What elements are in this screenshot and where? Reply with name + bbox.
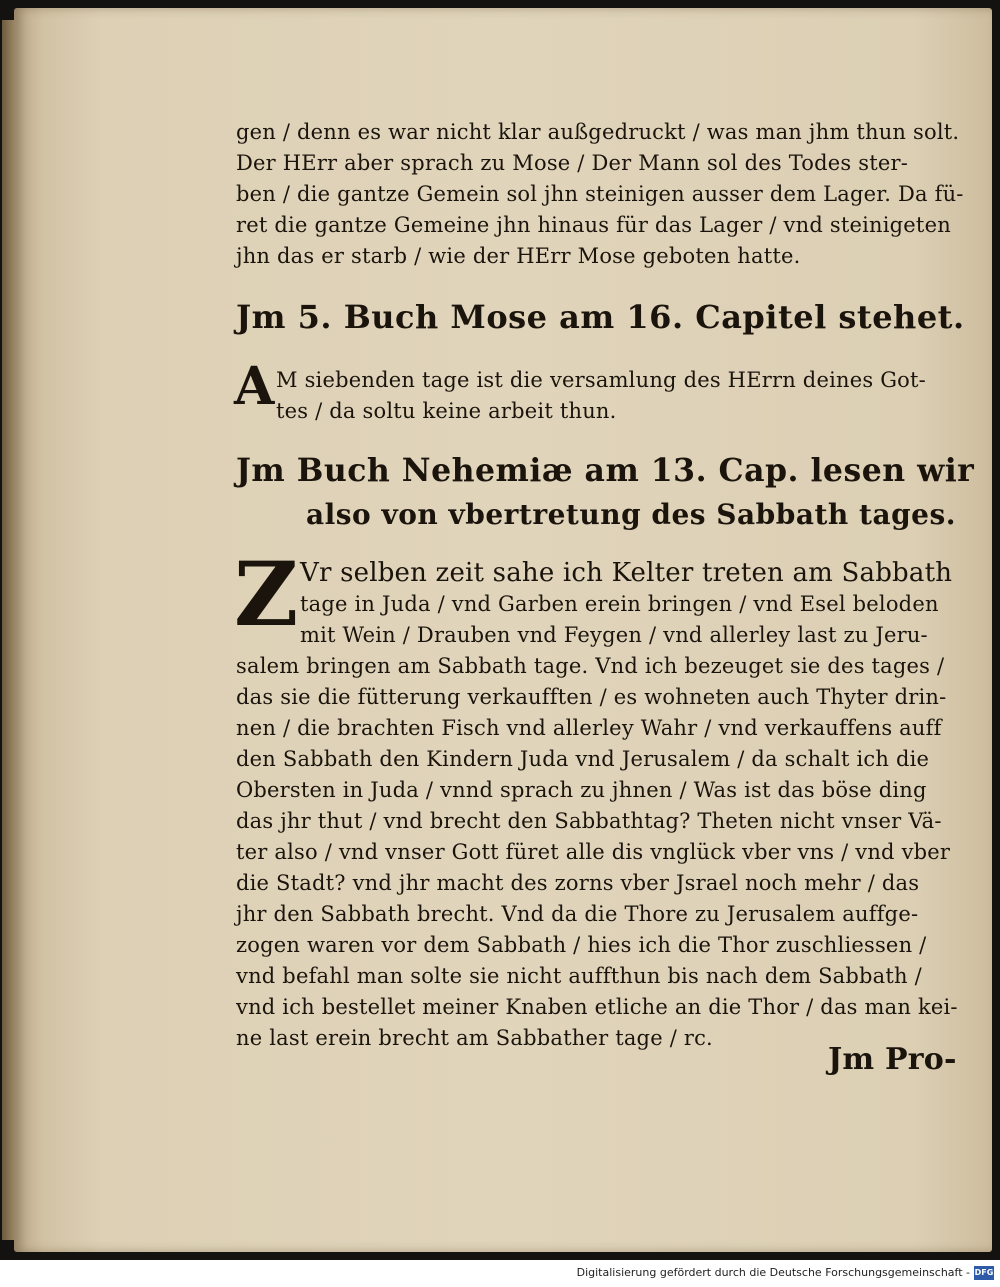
text-line: vnd ich bestellet meiner Knaben etliche an die Thor / das man kei- [236, 995, 958, 1019]
text-line: gen / denn es war nicht klar außgedruckt / was man jhm thun solt. [236, 120, 960, 144]
text-line: ben / die gantze Gemein sol jhn steinigen ausser dem Lager. Da fü- [236, 182, 964, 206]
text-line: ter also / vnd vnser Gott füret alle dis vnglück vber vns / vnd vber [236, 840, 951, 864]
footer-credit: Digitalisierung gefördert durch die Deutsche Forschungsgemeinschaft - [576, 1266, 970, 1279]
section-heading: Jm 5. Buch Mose am 16. Capitel stehet. [236, 298, 965, 336]
text-line: ret die gantze Gemeine jhn hinaus für das Lager / vnd steinigeten [236, 213, 951, 237]
text-line: mit Wein / Drauben vnd Feygen / vnd allerley last zu Jeru- [300, 623, 928, 647]
text-line: die Stadt? vnd jhr macht des zorns vber Jsrael noch mehr / das [236, 871, 920, 895]
book-page [14, 8, 992, 1252]
text-line: das jhr thut / vnd brecht den Sabbathtag? Theten nicht vnser Vä- [236, 809, 942, 833]
initial-letter: Z [234, 542, 299, 646]
page-text [14, 8, 992, 1252]
text-line: M siebenden tage ist die versamlung des HErrn deines Got- [276, 368, 926, 392]
text-line: ne last erein brecht am Sabbather tage / rc. [236, 1026, 713, 1050]
text-line: jhn das er starb / wie der HErr Mose geboten hatte. [236, 244, 801, 268]
text-line: Der HErr aber sprach zu Mose / Der Mann sol des Todes ster- [236, 151, 909, 175]
digitization-footer [0, 1260, 1000, 1287]
catchword: Jm Pro- [828, 1042, 957, 1077]
text-line: tage in Juda / vnd Garben erein bringen / vnd Esel beloden [300, 592, 939, 616]
text-line: Obersten in Juda / vnnd sprach zu jhnen / Was ist das böse ding [236, 778, 927, 802]
section-subheading: also von vbertretung des Sabbath tages. [306, 498, 956, 531]
initial-letter: A [234, 356, 275, 417]
text-line: nen / die brachten Fisch vnd allerley Wahr / vnd verkauffens auff [236, 716, 942, 740]
text-line: jhr den Sabbath brecht. Vnd da die Thore zu Jerusalem auffge- [236, 902, 919, 926]
text-line: zogen waren vor dem Sabbath / hies ich die Thor zuschliessen / [236, 933, 927, 957]
text-line: tes / da soltu keine arbeit thun. [276, 399, 617, 423]
text-line: Vr selben zeit sahe ich Kelter treten am Sabbath [300, 558, 953, 588]
page-edge [2, 20, 14, 1240]
section-heading: Jm Buch Nehemiæ am 13. Cap. lesen wir [236, 452, 975, 489]
dfg-logo-icon: DFG [974, 1266, 994, 1280]
text-line: das sie die fütterung verkaufften / es wohneten auch Thyter drin- [236, 685, 947, 709]
text-line: salem bringen am Sabbath tage. Vnd ich bezeuget sie des tages / [236, 654, 945, 678]
text-line: den Sabbath den Kindern Juda vnd Jerusalem / da schalt ich die [236, 747, 930, 771]
text-line: vnd befahl man solte sie nicht auffthun bis nach dem Sabbath / [236, 964, 922, 988]
